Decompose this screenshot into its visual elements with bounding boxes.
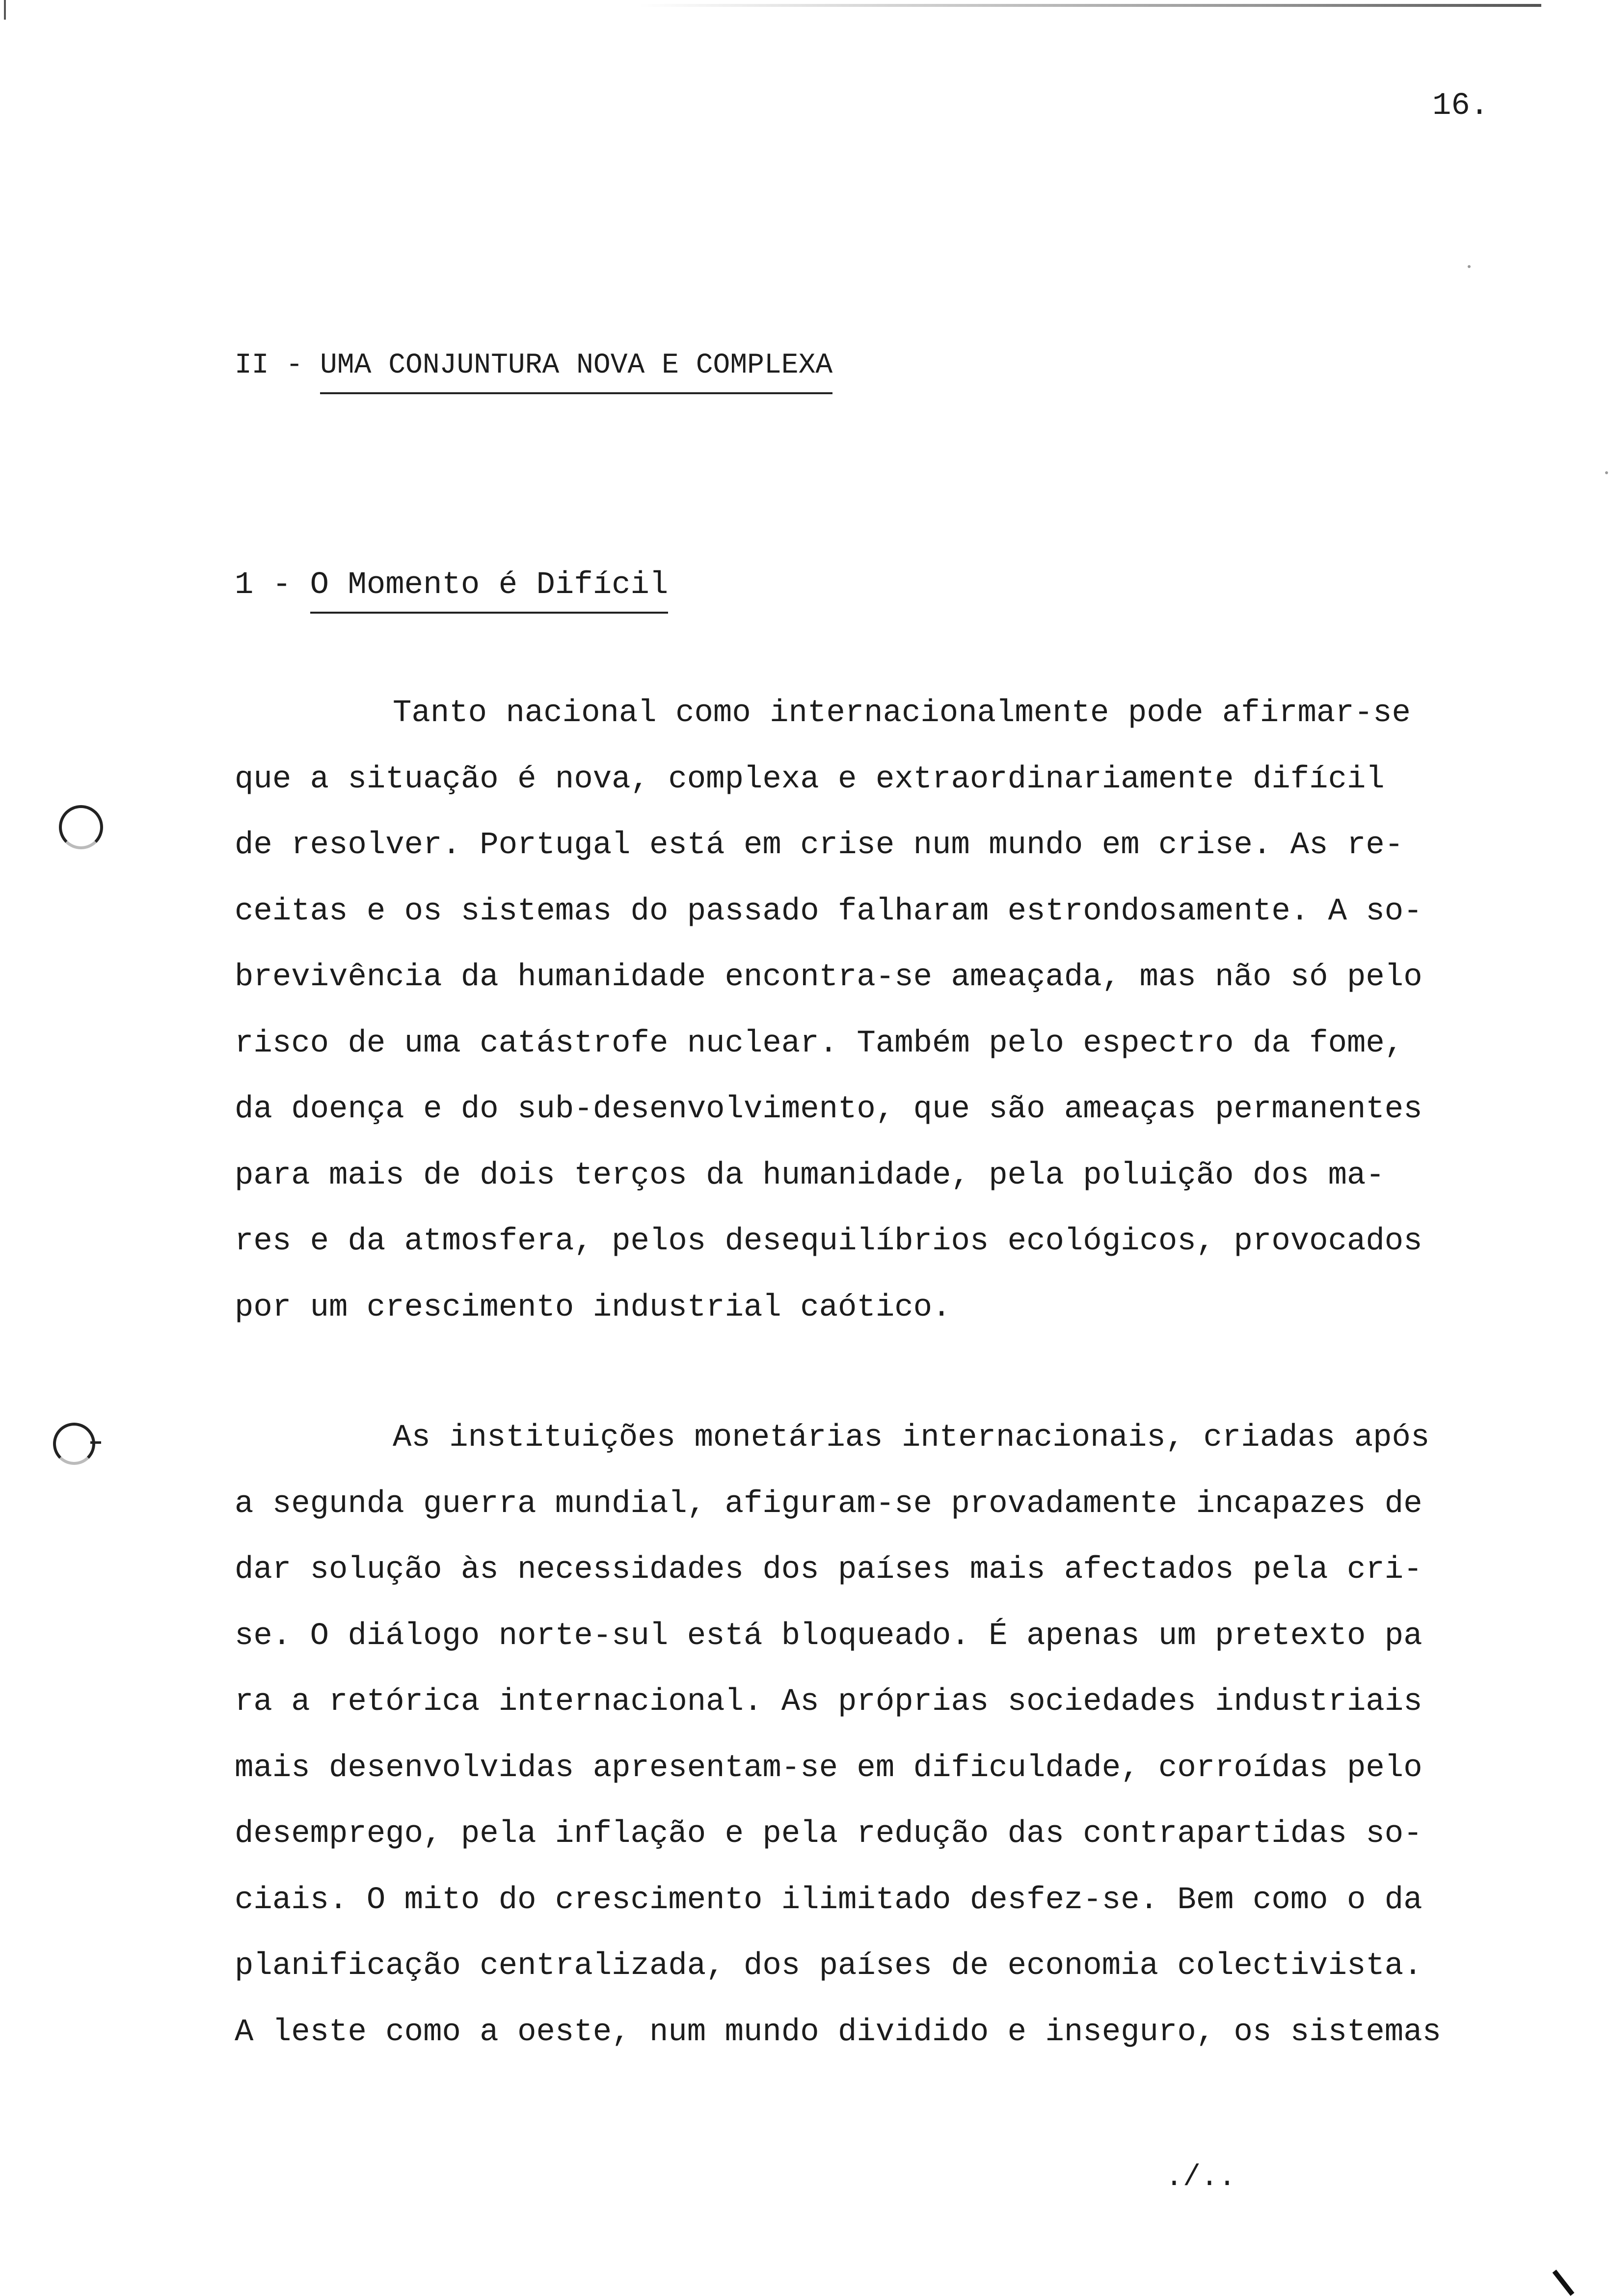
- punch-hole-icon: [53, 1423, 95, 1465]
- text-line: As instituições monetárias internacionais, criadas após: [393, 1420, 1430, 1456]
- text-line: desemprego, pela inflação e pela redução das contrapartidas so-: [235, 1816, 1422, 1852]
- text-line: que a situação é nova, complexa e extraordinariamente difícil: [235, 761, 1385, 797]
- page-number: 16.: [1432, 88, 1489, 124]
- text-line: A leste como a oeste, num mundo dividido e inseguro, os sistemas: [235, 2014, 1441, 2050]
- scan-speck: [1605, 471, 1608, 474]
- text-line: por um crescimento industrial caótico.: [235, 1290, 951, 1325]
- text-line: dar solução às necessidades dos países mais afectados pela cri-: [235, 1552, 1422, 1588]
- scan-speck: [1468, 265, 1471, 268]
- section-title: O Momento é Difícil: [310, 567, 669, 614]
- text-line: risco de uma catástrofe nuclear. Também pelo espectro da fome,: [235, 1026, 1404, 1061]
- text-line: ra a retórica internacional. As próprias sociedades industriais: [235, 1684, 1422, 1720]
- text-line: planificação centralizada, dos países de economia colectivista.: [235, 1948, 1422, 1984]
- text-line: de resolver. Portugal está em crise num mundo em crise. As re-: [235, 828, 1404, 863]
- text-line: para mais de dois terços da humanidade, pela poluição dos ma-: [235, 1158, 1385, 1193]
- paragraph-2: [235, 1405, 1481, 2065]
- text-line: a segunda guerra mundial, afiguram-se provadamente incapazes de: [235, 1486, 1422, 1522]
- corner-pen-mark: [1553, 2269, 1575, 2296]
- section-number: 1 -: [235, 567, 310, 603]
- continuation-mark: ./..: [1165, 2161, 1236, 2194]
- chapter-numeral: II -: [235, 350, 321, 381]
- punch-hole-tick-mark: [90, 1441, 101, 1444]
- chapter-heading: [235, 350, 832, 381]
- section-heading: [235, 567, 668, 603]
- text-line: ceitas e os sistemas do passado falharam estrondosamente. A so-: [235, 893, 1422, 929]
- text-line: mais desenvolvidas apresentam-se em dificuldade, corroídas pelo: [235, 1750, 1422, 1786]
- text-line: res e da atmosfera, pelos desequilíbrios ecológicos, provocados: [235, 1224, 1422, 1259]
- paragraph-1: [235, 680, 1481, 1341]
- text-line: ciais. O mito do crescimento ilimitado desfez-se. Bem como o da: [235, 1882, 1422, 1918]
- text-line: brevivência da humanidade encontra-se ameaçada, mas não só pelo: [235, 960, 1422, 995]
- text-line: Tanto nacional como internacionalmente pode afirmar-se: [393, 696, 1411, 731]
- scan-top-edge: [638, 4, 1541, 7]
- text-line: se. O diálogo norte-sul está bloqueado. É apenas um pretexto pa: [235, 1618, 1422, 1654]
- punch-hole-icon: [59, 805, 103, 849]
- scan-left-edge: [4, 0, 6, 20]
- chapter-title: UMA CONJUNTURA NOVA E COMPLEXA: [320, 350, 832, 394]
- text-line: da doença e do sub-desenvolvimento, que são ameaças permanentes: [235, 1092, 1422, 1127]
